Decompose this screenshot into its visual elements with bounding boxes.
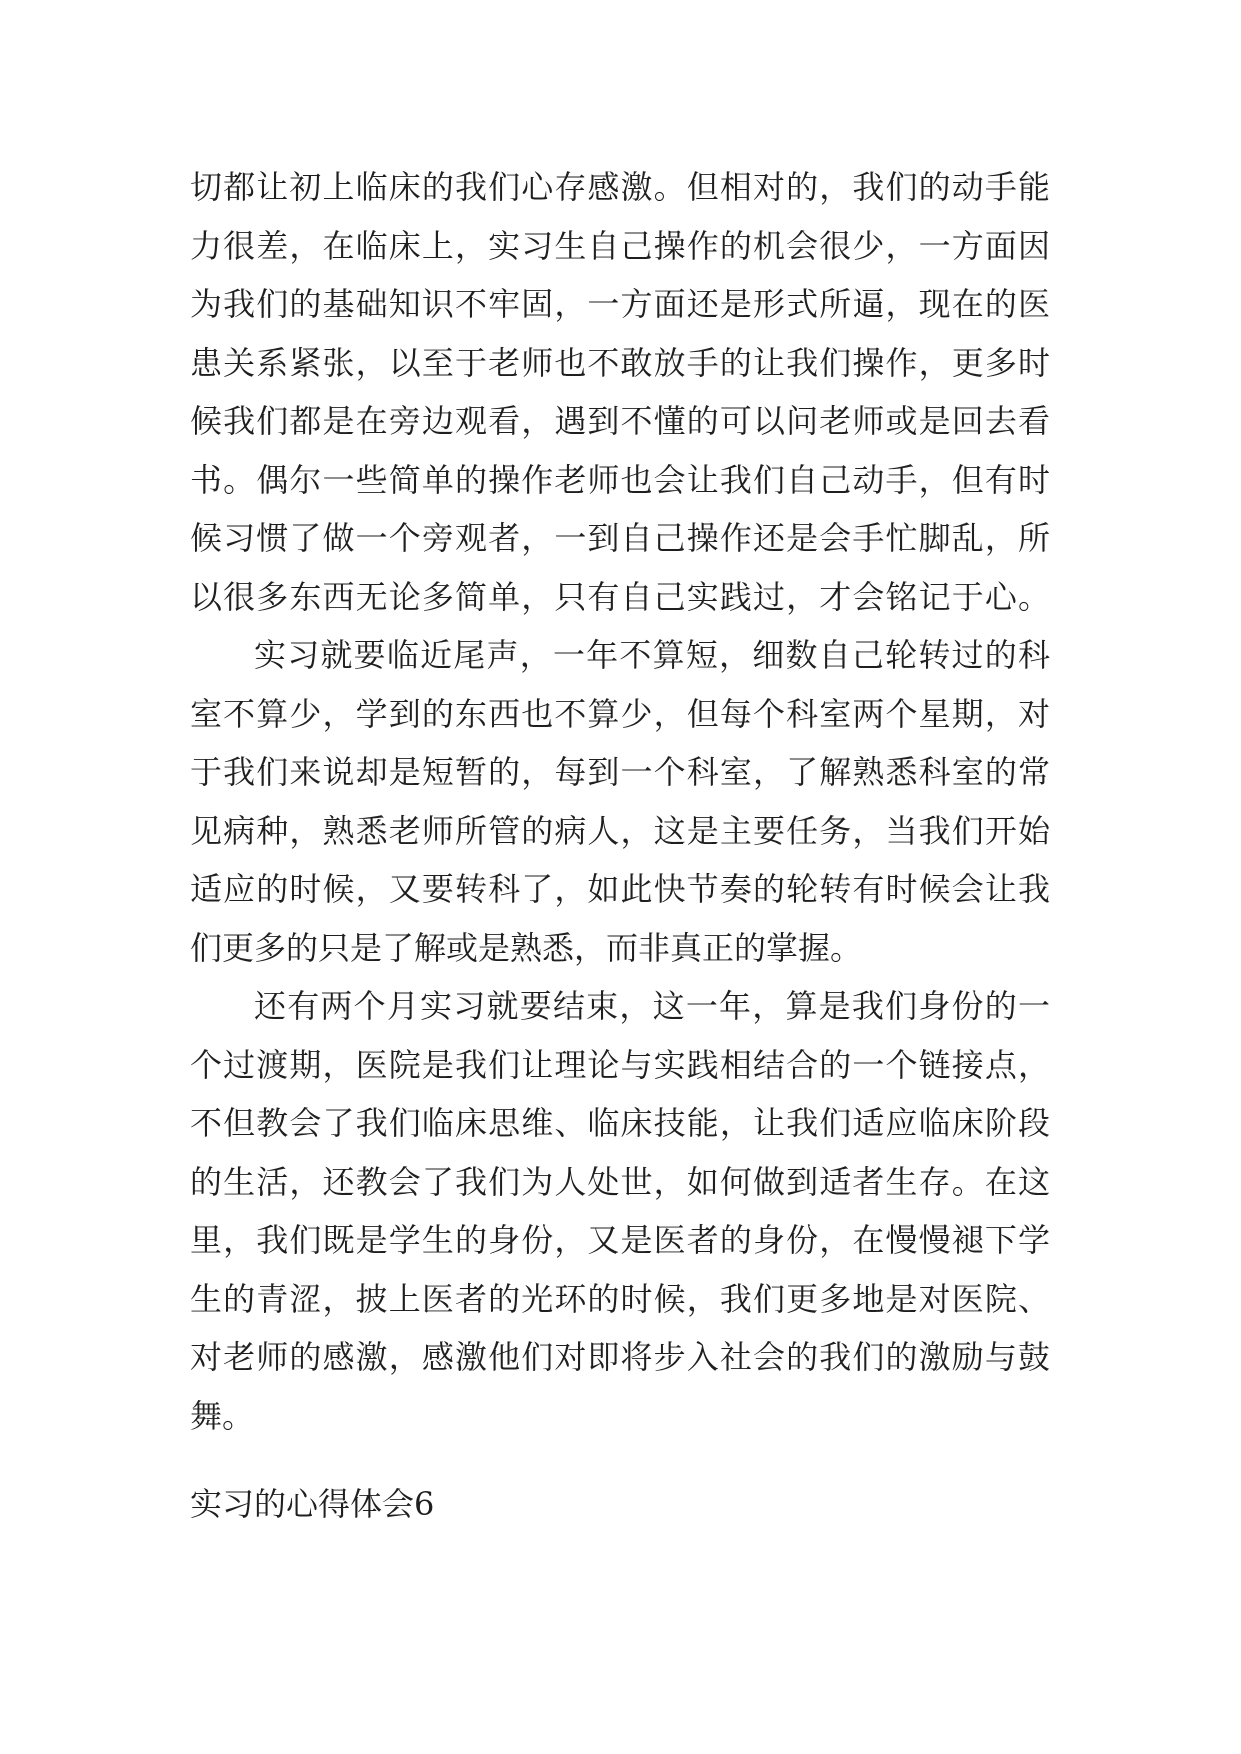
body-text — [190, 158, 1050, 1445]
paragraph-3-line-3: 不但教会了我们临床思维、临床技能，让我们适应临床阶段 — [190, 1104, 1050, 1142]
paragraph-3-line-5: 里，我们既是学生的身份，又是医者的身份，在慢慢褪下学 — [190, 1221, 1050, 1259]
paragraph-3-line-8: 舞。 — [190, 1396, 255, 1435]
section-heading: 实习的心得体会6 — [190, 1485, 435, 1523]
paragraph-1-line-7: 候习惯了做一个旁观者，一到自己操作还是会手忙脚乱，所 — [190, 519, 1050, 557]
paragraph-3-line-6: 生的青涩，披上医者的光环的时候，我们更多地是对医院、 — [190, 1279, 1050, 1318]
paragraph-1-line-5: 候我们都是在旁边观看，遇到不懂的可以问老师或是回去看 — [190, 402, 1050, 440]
paragraph-2-line-6: 们更多的只是了解或是熟悉，而非真正的掌握。 — [190, 928, 863, 967]
paragraph-2-line-1: 实习就要临近尾声，一年不算短，细数自己轮转过的科 — [254, 636, 1050, 674]
paragraph-1-line-2: 力很差，在临床上，实习生自己操作的机会很少，一方面因 — [190, 226, 1050, 265]
paragraph-2-line-4: 见病种，熟悉老师所管的病人，这是主要任务，当我们开始 — [190, 811, 1050, 850]
paragraph-3-line-7: 对老师的感激，感激他们对即将步入社会的我们的激励与鼓 — [190, 1338, 1050, 1376]
paragraph-1-line-3: 为我们的基础知识不牢固，一方面还是形式所逼，现在的医 — [190, 285, 1050, 323]
paragraph-3-line-2: 个过渡期，医院是我们让理论与实践相结合的一个链接点， — [190, 1045, 1050, 1084]
paragraph-1-line-8: 以很多东西无论多简单，只有自己实践过，才会铭记于心。 — [190, 577, 1050, 616]
paragraph-2-line-2: 室不算少，学到的东西也不算少，但每个科室两个星期，对 — [190, 694, 1050, 733]
paragraph-1-line-4: 患关系紧张，以至于老师也不敢放手的让我们操作，更多时 — [190, 343, 1050, 382]
paragraph-1-line-6: 书。偶尔一些简单的操作老师也会让我们自己动手，但有时 — [190, 460, 1050, 499]
paragraph-1-line-1: 切都让初上临床的我们心存感激。但相对的，我们的动手能 — [190, 168, 1050, 206]
paragraph-2-line-5: 适应的时候，又要转科了，如此快节奏的轮转有时候会让我 — [190, 870, 1050, 908]
paragraph-3-line-4: 的生活，还教会了我们为人处世，如何做到适者生存。在这 — [190, 1162, 1050, 1201]
paragraph-2-line-3: 于我们来说却是短暂的，每到一个科室，了解熟悉科室的常 — [190, 753, 1050, 791]
paragraph-3-line-1: 还有两个月实习就要结束，这一年，算是我们身份的一 — [254, 987, 1050, 1025]
